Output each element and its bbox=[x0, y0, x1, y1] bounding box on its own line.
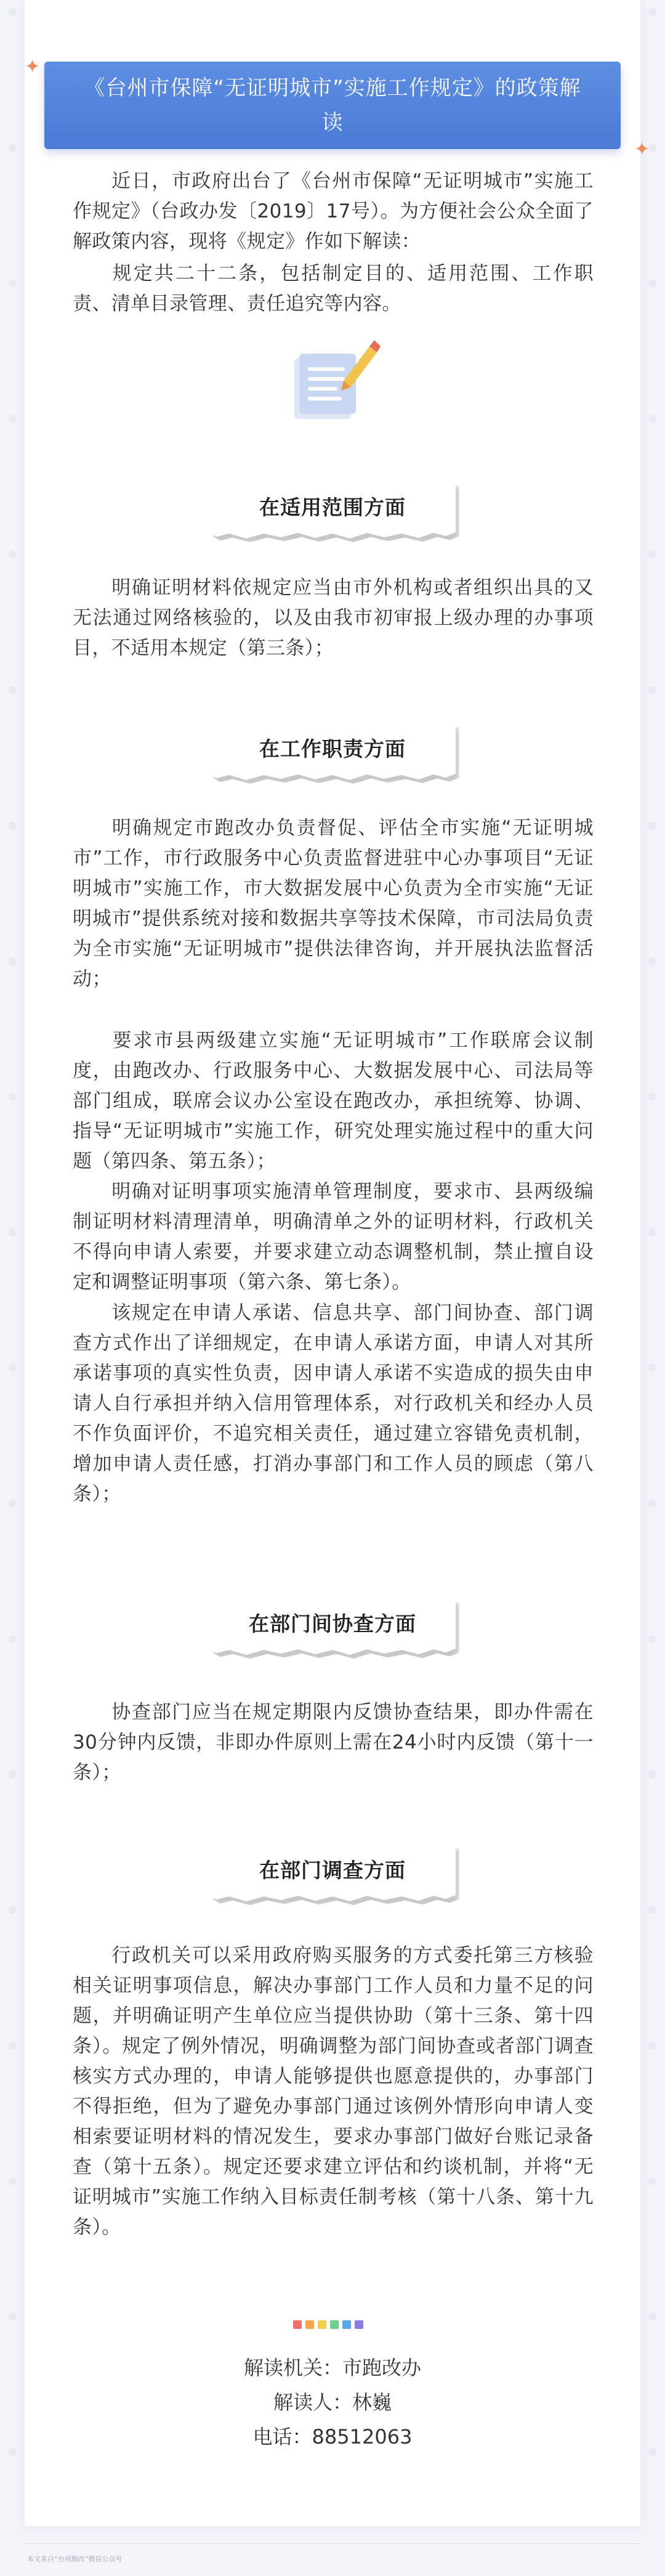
page-title: 《台州市保障“无证明城市”实施工作规定》的政策解读 bbox=[84, 76, 581, 135]
credit-agency: 解读机关：市跑改办 bbox=[243, 2356, 421, 2379]
color-block bbox=[355, 2320, 363, 2329]
intro-paragraph: 近日，市政府出台了《台州市保障“无证明城市”实施工作规定》（台政办发〔2019〕17号）。为方便社会公众全面了解政策内容，现将《规定》作如下解读： bbox=[73, 170, 594, 253]
section-paragraph: 明确对证明事项实施清单管理制度，要求市、县两级编制证明材料清理清单，明确清单之外的证明材料，行政机关不得向申请人索要，并要求建立动态调整机制，禁止擅自设定和调整证明事项（第六条、第七条）。 bbox=[73, 1180, 594, 1293]
color-block bbox=[293, 2320, 302, 2329]
section-paragraph: 要求市县两级建立实施“无证明城市”工作联席会议制度，由跑改办、行政服务中心、大数据发展中心、司法局等部门组成，联席会议办公室设在跑改办，承担统筹、协调、指导“无证明城市”实施工作，研究处理实施过程中的重大问题（第四条、第五条）； bbox=[73, 1030, 594, 1172]
sparkle-icon: ✦ bbox=[634, 139, 650, 160]
section-heading-scope: 在适用范围方面 bbox=[209, 479, 456, 541]
title-banner bbox=[44, 62, 621, 149]
sparkle-icon: ✦ bbox=[25, 56, 41, 78]
color-block bbox=[330, 2320, 339, 2329]
section-paragraph: 行政机关可以采用政府购买服务的方式委托第三方核验相关证明事项信息，解决办事部门工作人员和力量不足的问题，并明确证明产生单位应当提供协助（第十三条、第十四条）。规定了例外情况，明确调整为部门间协查或者部门调查核实方式办理的，申请人能够提供也愿意提供的，办事部门不得拒绝，但为了避免办事部门通过该例外情形向申请人变相索要证明材料的情况发生，要求办事部门做好台账记录备查（第十五条）。规定还要求建立评估和约谈机制，并将“无证明城市”实施工作纳入目标责任制考核（第十八条、第十九条）。 bbox=[73, 1944, 594, 2238]
section-paragraph: 协查部门应当在规定期限内反馈协查结果，即办件需在30分钟内反馈，非即办件原则上需在24小时内反馈（第十一条）； bbox=[73, 1701, 594, 1784]
color-block bbox=[305, 2320, 314, 2329]
footer-divider bbox=[25, 2543, 640, 2544]
color-block bbox=[342, 2320, 351, 2329]
credits bbox=[148, 2350, 517, 2454]
color-divider bbox=[293, 2320, 363, 2329]
section-heading-interdept: 在部门间协查方面 bbox=[209, 1596, 456, 1657]
credit-phone: 电话：88512063 bbox=[252, 2425, 413, 2448]
document-pen-icon bbox=[283, 338, 382, 424]
section-heading-investigation: 在部门调查方面 bbox=[209, 1842, 456, 1904]
section-paragraph: 明确规定市跑改办负责督促、评估全市实施“无证明城市”工作，市行政服务中心负责监督进驻中心办事项目“无证明城市”实施工作，市大数据发展中心负责为全市实施“无证明城市”提供系统对接和数据共享等技术保障，市司法局负责为全市实施“无证明城市”提供法律咨询，并开展执法监督活动； bbox=[73, 817, 594, 990]
color-block bbox=[318, 2320, 326, 2329]
section-paragraph: 明确证明材料依规定应当由市外机构或者组织出具的又无法通过网络核验的，以及由我市初审报上级办理的办事项目，不适用本规定（第三条）； bbox=[73, 577, 594, 659]
section-paragraph: 该规定在申请人承诺、信息共享、部门间协查、部门调查方式作出了详细规定，在申请人承诺方面，申请人对其所承诺事项的真实性负责，因申请人承诺不实造成的损失由申请人自行承担并纳入信用管理体系，对行政机关和经办人员不作负面评价，不追究相关责任，通过建立容错免责机制，增加申请人责任感，打消办事部门和工作人员的顾虑（第八条）； bbox=[73, 1302, 594, 1505]
credit-person: 解读人：林巍 bbox=[273, 2391, 392, 2414]
intro-paragraph: 规定共二十二条，包括制定目的、适用范围、工作职责、清单目录管理、责任追究等内容。 bbox=[73, 262, 594, 315]
section-heading-duties: 在工作职责方面 bbox=[209, 721, 456, 782]
footer-note: 本文来自“台州跑改”微信公众号 bbox=[27, 2555, 123, 2563]
